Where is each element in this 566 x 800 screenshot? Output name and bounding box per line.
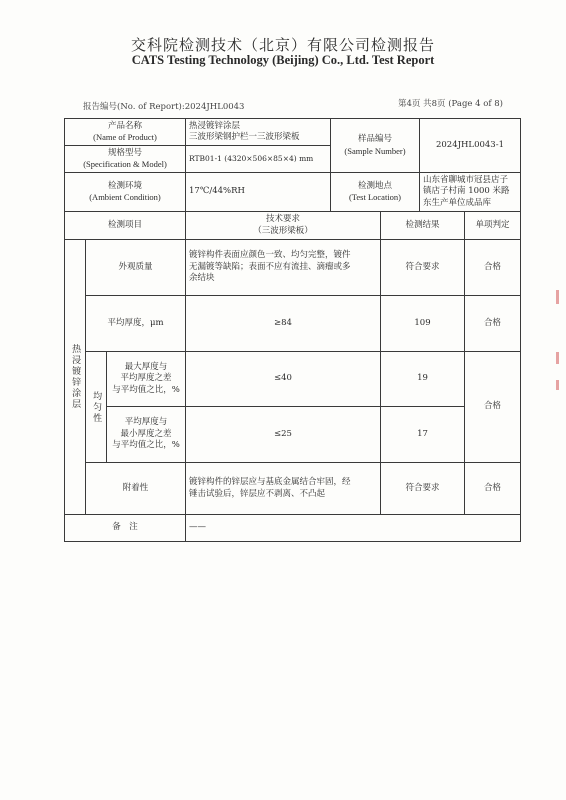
product-value: 热浸镀锌涂层 三波形梁钢护栏一三波形梁板 — [185, 118, 331, 146]
page-number: 第4页 共8页 (Page 4 of 8) — [398, 99, 503, 109]
result-max-thickness-ratio: 19 — [380, 351, 465, 407]
env-label: 检测环境 (Ambient Condition) — [64, 172, 186, 212]
remark-value: —— — [185, 514, 521, 542]
req-appearance: 镀锌构件表面应颜色一致、均匀完整，镀件 无漏镀等缺陷；表面不应有流挂、滴瘤或多 余结块 — [185, 239, 381, 296]
result-adhesion: 符合要求 — [380, 462, 465, 515]
result-min-thickness-ratio: 17 — [380, 406, 465, 463]
sub-group-label-uniformity: 均匀性 — [85, 351, 107, 463]
req-average-thickness: ≥84 — [185, 295, 381, 352]
judge-uniformity: 合格 — [464, 351, 521, 463]
judge-average-thickness: 合格 — [464, 295, 521, 352]
req-adhesion: 镀锌构件的锌层应与基底金属结合牢固，经 锤击试验后，锌层应不剥离、不凸起 — [185, 462, 381, 515]
location-label: 检测地点 (Test Location) — [330, 172, 420, 212]
seal-mark — [556, 290, 559, 304]
item-adhesion: 附着性 — [85, 462, 186, 515]
product-label: 产品名称 (Name of Product) — [64, 118, 186, 146]
env-value: 17℃/44%RH — [185, 172, 331, 212]
judge-adhesion: 合格 — [464, 462, 521, 515]
report-number: 报告编号(No. of Report):2024JHL0043 — [83, 102, 245, 112]
judge-appearance: 合格 — [464, 239, 521, 296]
req-min-thickness-ratio: ≤25 — [185, 406, 381, 463]
location-value: 山东省聊城市冠县店子 镇店子村南 1000 米路 东生产单位成品库 — [419, 172, 521, 212]
header-judgement: 单项判定 — [464, 211, 521, 240]
report-title-cn: 交科院检测技术（北京）有限公司检测报告 — [130, 36, 435, 54]
item-appearance: 外观质量 — [85, 239, 186, 296]
item-min-thickness-ratio: 平均厚度与 最小厚度之差 与平均值之比，% — [106, 406, 186, 463]
spec-value: RTB01-1 (4320×506×85×4) mm — [185, 145, 331, 173]
sample-label: 样品编号 (Sample Number) — [330, 118, 420, 173]
header-test-item: 检测项目 — [64, 211, 186, 240]
item-average-thickness: 平均厚度，μm — [85, 295, 186, 352]
report-title-en: CATS Testing Technology (Beijing) Co., Ltd. Test Report — [131, 53, 435, 67]
seal-mark — [556, 352, 559, 364]
result-appearance: 符合要求 — [380, 239, 465, 296]
seal-mark — [556, 380, 559, 390]
item-max-thickness-ratio: 最大厚度与 平均厚度之差 与平均值之比，% — [106, 351, 186, 407]
result-average-thickness: 109 — [380, 295, 465, 352]
header-requirement: 技术要求 （三波形梁板） — [185, 211, 381, 240]
group-label-galvanized-coating: 热浸镀锌涂层 — [64, 239, 86, 515]
req-max-thickness-ratio: ≤40 — [185, 351, 381, 407]
sample-value: 2024JHL0043-1 — [419, 118, 521, 173]
spec-label: 规格型号 (Specification & Model) — [64, 145, 186, 173]
header-result: 检测结果 — [380, 211, 465, 240]
remark-label: 备 注 — [64, 514, 186, 542]
